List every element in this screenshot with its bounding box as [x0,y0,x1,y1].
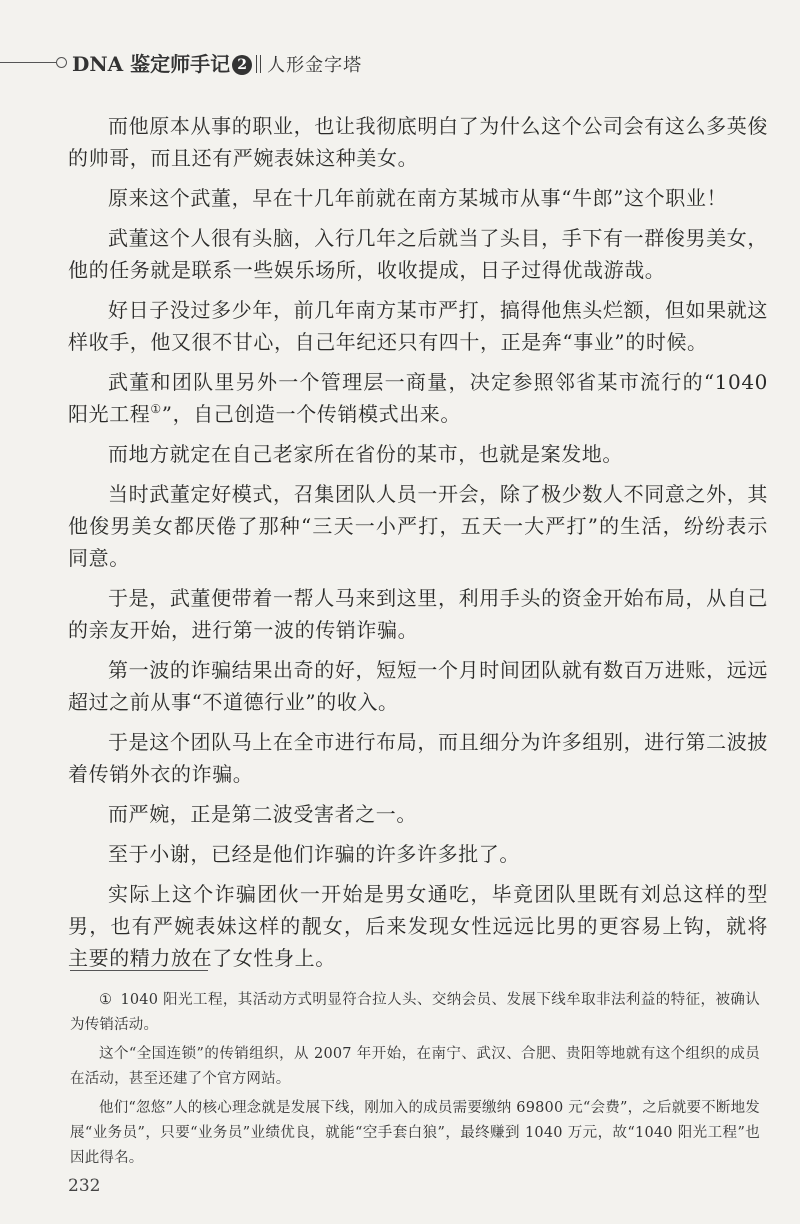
book-title-text: DNA 鉴定师手记 [72,52,231,76]
paragraph: 而严婉，正是第二波受害者之一。 [108,802,417,826]
footnotes [70,988,760,1175]
footnote-ref[interactable]: ① [150,402,162,416]
title-separator [256,55,261,73]
body-text [68,110,768,982]
running-header [0,44,800,80]
paragraph: 武董这个人很有头脑，入行几年之后就当了头目，手下有一群俊男美女，他的任务就是联系一些娱乐场所，收收提成，日子过得优哉游哉。 [68,226,768,282]
volume-badge: 2 [232,55,252,75]
paragraph: 至于小谢，已经是他们诈骗的许多许多批了。 [108,842,520,866]
footnote [70,988,760,1038]
footnote-rule [70,970,208,971]
paragraph-with-footnote [68,366,768,430]
paragraph-part: 阳光工程 [68,402,151,426]
paragraph: 当时武董定好模式，召集团队人员一开会，除了极少数人不同意之外，其他俊男美女都厌倦了那种“三天一小严打，五天一大严打”的生活，纷纷表示同意。 [68,482,768,570]
paragraph: 于是，武董便带着一帮人马来到这里，利用手头的资金开始布局，从自己的亲友开始，进行第一波的传销诈骗。 [68,586,768,642]
paragraph: 而地方就定在自己老家所在省份的某市，也就是案发地。 [108,442,623,466]
footnote: 这个“全国连锁”的传销组织，从 2007 年开始，在南宁、武汉、合肥、贵阳等地就有这个组织的成员在活动，甚至还建了个官方网站。 [70,1046,760,1087]
footnote-text: 1040 阳光工程，其活动方式明显符合拉人头、交纳会员、发展下线牟取非法利益的特征，被确认为传销活动。 [70,992,760,1033]
header-rule [0,62,57,63]
paragraph: 于是这个团队马上在全市进行布局，而且细分为许多组别，进行第二波披着传销外衣的诈骗。 [68,730,768,786]
paragraph-part: ”，自己创造一个传销模式出来。 [161,402,461,426]
footnote: 他们“忽悠”人的核心理念就是发展下线，刚加入的成员需要缴纳 69800 元“会费”，之后就要不断地发展“业务员”，只要“业务员”业绩优良，就能“空手套白狼”，最终赚到 1040 万元，故“1040 阳光工程”也因此得名。 [70,1100,760,1166]
paragraph: 原来这个武董，早在十几年前就在南方某城市从事“牛郎”这个职业！ [108,186,728,210]
paragraph: 实际上这个诈骗团伙一开始是男女通吃，毕竟团队里既有刘总这样的型男，也有严婉表妹这样的靓女，后来发现女性远远比男的更容易上钩，就将主要的精力放在了女性身上。 [68,882,768,970]
chapter-subtitle: 人形金字塔 [267,55,363,76]
page-number: 232 [68,1176,101,1196]
paragraph-part: 武董和团队里另外一个管理层一商量，决定参照邻省某市流行的“1040 [108,370,768,394]
footnote-mark: ① [99,992,113,1008]
book-title [72,48,362,77]
paragraph: 而他原本从事的职业，也让我彻底明白了为什么这个公司会有这么多英俊的帅哥，而且还有严婉表妹这种美女。 [68,114,768,170]
paragraph: 好日子没过多少年，前几年南方某市严打，搞得他焦头烂额，但如果就这样收手，他又很不甘心，自己年纪还只有四十，正是奔“事业”的时候。 [68,298,768,354]
paragraph: 第一波的诈骗结果出奇的好，短短一个月时间团队就有数百万进账，远远超过之前从事“不道德行业”的收入。 [68,658,768,714]
header-ornament [56,57,67,68]
